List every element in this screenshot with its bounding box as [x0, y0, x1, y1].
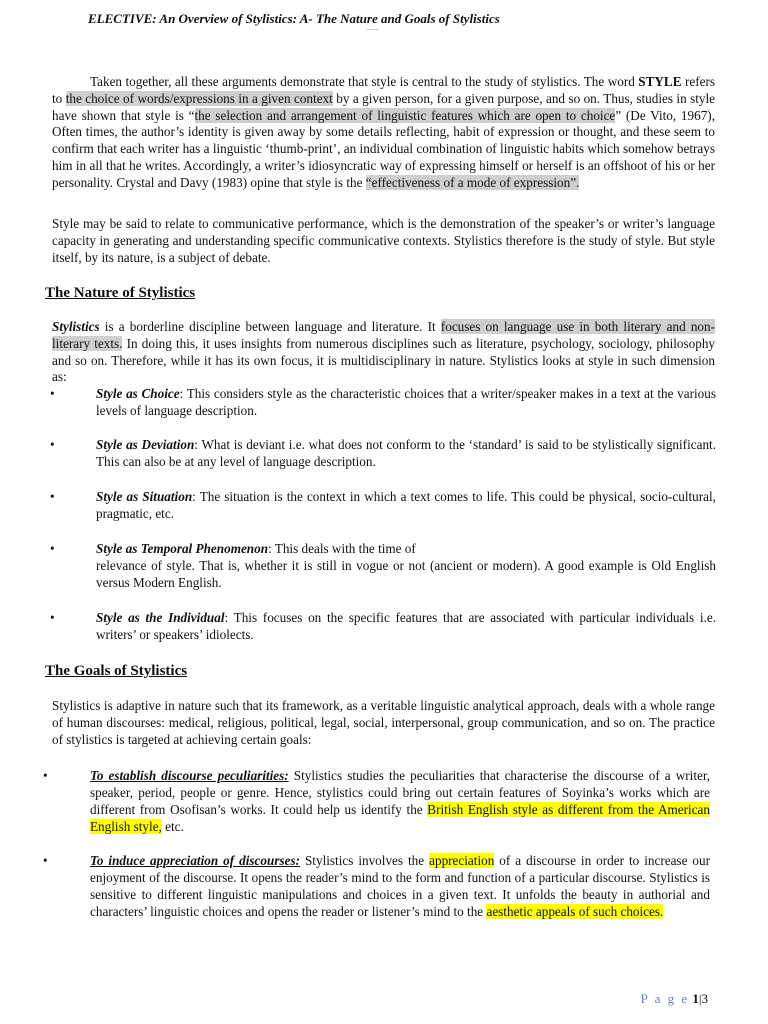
- item-text-continuation: relevance of style. That is, whether it is still in vogue or not (ancient or modern). A good example is Old English versus Modern English.: [96, 558, 716, 590]
- page-label: P a g e: [640, 991, 690, 1006]
- goal-text-b: of a discourse in order to increase our enjoyment of the discourse. It opens the reader’s mind to the form and function of a particular discourse. Stylistics is sensitive to different linguistic manipulations and choices in a given text. It unfolds the beauty in authorial and characters’ linguistic choices and opens the reader or listener’s mind to the: [90, 853, 710, 919]
- item-term: Style as Temporal Phenomenon: [96, 541, 269, 556]
- page-number: 1: [692, 991, 699, 1006]
- highlight-effectiveness: “effectiveness of a mode of expression”.: [365, 174, 580, 190]
- bullet-icon: •: [43, 853, 48, 868]
- highlight-aesthetic-appeals: aesthetic appeals of such choices.: [486, 904, 664, 919]
- intro-paragraph-2: Style may be said to relate to communicative performance, which is the demonstration of the speaker’s or writer’s language capacity in generating and understanding specific communicative contexts. Stylistics therefore is the study of style. But style itself, by its nature, is a subject of debate.: [52, 216, 715, 265]
- page-footer: [641, 991, 708, 1007]
- bullet-icon: •: [43, 768, 48, 783]
- item-term: Style as Situation: [96, 489, 193, 504]
- intro-text-a: Taken together, all these arguments demonstrate that style is central to the study of stylistics. The word: [90, 74, 639, 89]
- bullet-icon: •: [50, 437, 55, 452]
- bullet-icon: •: [50, 610, 55, 625]
- highlight-appreciation: appreciation: [429, 853, 495, 868]
- header-rule: [367, 29, 379, 30]
- goals-intro: Stylistics is adaptive in nature such that its framework, as a veritable linguistic analytical approach, deals with a whole range of human discourses: medical, religious, political, legal, social, interpersonal, group communication, and so on. The practice of stylistics is targeted at achieving certain goals:: [52, 698, 715, 747]
- intro-text-b: refers to: [52, 74, 715, 106]
- nature-text-a: is a borderline discipline between language and literature. It: [99, 319, 441, 334]
- style-term: STYLE: [638, 74, 682, 89]
- item-text: : The situation is the context in which a text comes to life. This could be physical, socio-cultural, pragmatic, etc.: [96, 489, 716, 521]
- bullet-icon: •: [50, 541, 55, 556]
- nature-intro: [52, 319, 715, 386]
- page-total: 3: [701, 991, 708, 1006]
- goal-text-b: etc.: [161, 819, 184, 834]
- goal-text-a: Stylistics studies the peculiarities that characterise the discourse of a writer, speaker, period, people or genre. Hence, stylistics could bring out certain features of Soyinka’s works which are different from Osofisan’s works. It could help us identify the: [90, 768, 711, 817]
- item-text: : What is deviant i.e. what does not conform to the ‘standard’ is said to be stylistically significant. This can also be at any level of language description.: [96, 437, 716, 469]
- highlight-british-english: British English style as different from the American English style,: [90, 802, 710, 834]
- item-text: : This focuses on the specific features that are associated with particular individuals i.e. writers’ or speakers’ idiolects.: [96, 610, 716, 642]
- item-text: : This considers style as the characteristic choices that a writer/speaker makes in a text at the various levels of language description.: [96, 386, 716, 418]
- goals-heading: The Goals of Stylistics: [45, 663, 188, 679]
- item-term: Style as Deviation: [96, 437, 195, 452]
- highlight-selection-arrangement: the selection and arrangement of linguistic features which are open to choice: [194, 107, 616, 123]
- intro-text-d: ” (De Vito, 1967), Often times, the author’s identity is given away by some details reflecting, habit of expression or thought, and these seem to confirm that each writer has a linguistic ‘thumb-print’, an individual combination of linguistic habits which somehow betrays him in all that he writes. Accordingly, a writer’s idiosyncratic way of expressing himself or herself is an offshoot of his or her personality. Crystal and Davy (1983) opine that style is the: [52, 107, 715, 190]
- intro-paragraph-1: [52, 74, 715, 192]
- goal-text-a: Stylistics involves the: [299, 853, 430, 868]
- highlight-language-use: focuses on language use in both literary and non-literary texts.: [52, 319, 716, 351]
- bullet-icon: •: [50, 489, 55, 504]
- stylistics-term: Stylistics: [52, 319, 100, 334]
- item-term: Style as Choice: [96, 386, 180, 401]
- bullet-icon: •: [50, 386, 55, 401]
- goal-term: To establish discourse peculiarities:: [90, 768, 289, 783]
- highlight-choice-of-words: the choice of words/expressions in a given context: [65, 90, 333, 106]
- nature-text-b: In doing this, it uses insights from numerous disciplines such as literature, psychology, sociology, philosophy and so on. Therefore, while it has its own focus, it is multidisciplinary in nature. Stylistics looks at style in such dimension as:: [52, 335, 716, 385]
- intro-text-c: by a given person, for a given purpose, and so on. Thus, studies in style have shown that style is “: [52, 90, 715, 123]
- item-text: : This deals with the time of: [268, 541, 416, 556]
- item-term: Style as the Individual: [96, 610, 225, 625]
- nature-heading: The Nature of Stylistics: [45, 285, 196, 301]
- goal-term: To induce appreciation of discourses:: [90, 853, 300, 868]
- document-header: ELECTIVE: An Overview of Stylistics: A- The Nature and Goals of Stylistics: [88, 11, 500, 26]
- page-separator: |: [698, 991, 702, 1006]
